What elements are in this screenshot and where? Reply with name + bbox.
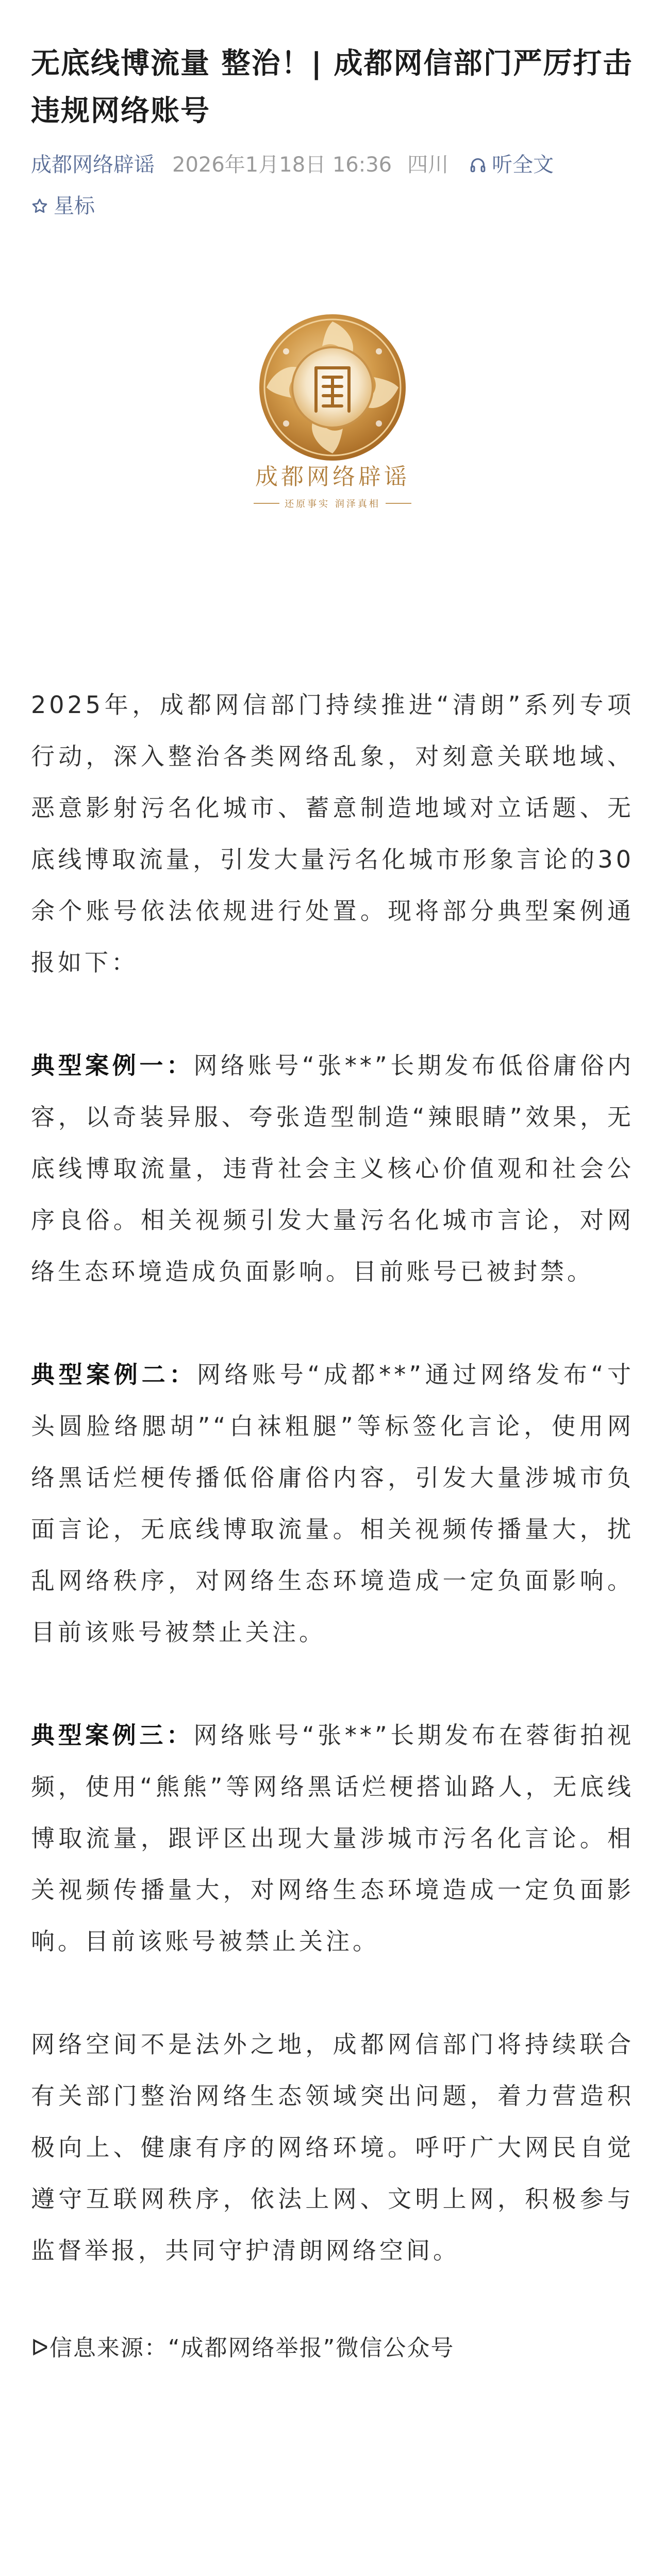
paragraph-text: 2025年，成都网信部门持续推进“清朗”系列专项行动，深入整治各类网络乱象，对刻意关联地域、恶意影射污名化城市、蓄意制造地域对立话题、无底线博取流量，引发大量污名化城市形象言论的30余个账号依法依规进行处置。现将部分典型案例通报如下： bbox=[31, 691, 634, 976]
case-label: 典型案例一： bbox=[31, 1052, 194, 1079]
paragraph-case-1 bbox=[31, 1040, 634, 1297]
paragraph-text: 网络账号“张**”长期发布低俗庸俗内容，以奇装异服、夸张造型制造“辣眼睛”效果，无底线博取流量，违背社会主义核心价值观和社会公序良俗。相关视频引发大量污名化城市言论，对网络生态环境造成负面影响。目前账号已被封禁。 bbox=[31, 1052, 634, 1285]
slogan-dash-left bbox=[254, 503, 279, 504]
article-title: 无底线博流量 整治！| 成都网信部门严厉打击违规网络账号 bbox=[31, 47, 633, 128]
case-label: 典型案例二： bbox=[31, 1361, 197, 1388]
logo-account-name: 成都网络辟谣 bbox=[255, 464, 410, 490]
headphones-icon bbox=[469, 156, 487, 174]
slogan-dash-right bbox=[386, 503, 411, 504]
paragraph-intro bbox=[31, 679, 634, 988]
logo-slogan bbox=[248, 497, 417, 510]
paragraph-case-2 bbox=[31, 1349, 634, 1658]
star-icon bbox=[31, 197, 48, 215]
paragraph-closing bbox=[31, 2019, 634, 2276]
star-label: 星标 bbox=[54, 194, 95, 218]
account-logo bbox=[31, 310, 634, 557]
rumor-refuting-emblem-icon bbox=[255, 310, 410, 465]
account-name-link[interactable]: 成都网络辟谣 bbox=[31, 153, 155, 177]
article-body bbox=[31, 679, 634, 2369]
listen-label: 听全文 bbox=[492, 153, 554, 177]
publish-time: 2026年1月18日 16:36 bbox=[172, 153, 392, 177]
paragraph-text: 网络空间不是法外之地，成都网信部门将持续联合有关部门整治网络生态领域突出问题，着力营造积极向上、健康有序的网络环境。呼吁广大网民自觉遵守互联网秩序，依法上网、文明上网，积极参与监督举报，共同守护清朗网络空间。 bbox=[31, 2030, 634, 2264]
star-button[interactable] bbox=[31, 190, 634, 223]
case-label: 典型案例三： bbox=[31, 1721, 194, 1749]
publish-region: 四川 bbox=[407, 153, 449, 177]
source-note: ᐅ信息来源：“成都网络举报”微信公众号 bbox=[31, 2335, 455, 2361]
paragraph-text: 网络账号“成都**”通过网络发布“寸头圆脸络腮胡”“白袜粗腿”等标签化言论，使用网络黑话烂梗传播低俗庸俗内容，引发大量涉城市负面言论，无底线博取流量。相关视频传播量大，扰乱网络秩序，对网络生态环境造成一定负面影响。目前该账号被禁止关注。 bbox=[31, 1361, 634, 1646]
article-meta bbox=[31, 148, 634, 181]
listen-button[interactable] bbox=[469, 148, 554, 181]
paragraph-case-3 bbox=[31, 1709, 634, 1967]
paragraph-text: 网络账号“张**”长期发布在蓉街拍视频，使用“熊熊”等网络黑话烂梗搭讪路人，无底线博取流量，跟评区出现大量涉城市污名化言论。相关视频传播量大，对网络生态环境造成一定负面影响。目前该账号被禁止关注。 bbox=[31, 1721, 634, 1955]
logo-slogan-text: 还原事实 润泽真相 bbox=[285, 499, 380, 510]
